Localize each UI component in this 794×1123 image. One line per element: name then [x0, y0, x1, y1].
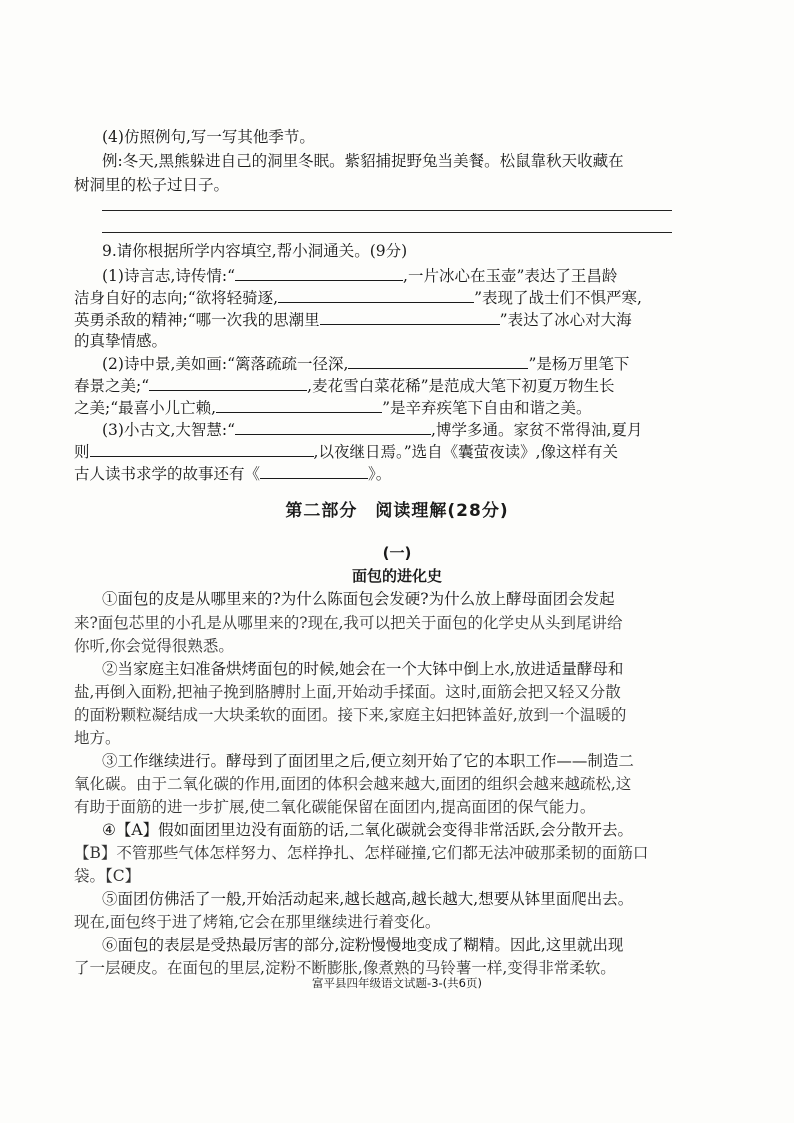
article-p4-line1: ④【A】假如面团里边没有面筋的话,二氧化碳就会变得非常活跃,会分散开去。 [102, 821, 633, 839]
q9-1-line1 [102, 264, 617, 287]
article-p3-line1: ③工作继续进行。酵母到了面团里之后,便立刻开始了它的本职工作——制造二 [102, 752, 634, 770]
article-p4-line2: 【B】不管那些气体怎样努力、怎样挣扎、怎样碰撞,它们都无法冲破那柔韧的面筋口 [74, 844, 649, 862]
blank-5[interactable] [149, 374, 307, 391]
answer-line-1[interactable] [102, 210, 672, 211]
article-p2-line4: 地方。 [74, 729, 121, 747]
q9-1-text-e: 英勇杀敌的精神;“哪一次我的思潮里 [74, 311, 320, 329]
q9-3-text-a: (3)小古文,大智慧:“ [102, 421, 236, 439]
q9-2-text-b: ”是杨万里笔下 [528, 355, 630, 373]
article-p4-line3: 袋。【C】 [74, 867, 141, 885]
q9-1-text-a: (1)诗言志,诗传情:“ [102, 267, 236, 285]
part-2-heading: 第二部分 阅读理解(28分) [285, 501, 509, 521]
q9-1-line4: 的真挚情感。 [74, 332, 168, 350]
q9-2-text-d: ,麦花雪白菜花稀”是范成大笔下初夏万物生长 [307, 377, 615, 395]
blank-9[interactable] [260, 462, 368, 479]
blank-4[interactable] [348, 352, 528, 369]
q9-2-line1 [102, 352, 629, 375]
page-footer: 富平县四年级语文试题-3-(共6页) [312, 976, 482, 990]
blank-2[interactable] [278, 286, 474, 303]
answer-line-2[interactable] [102, 232, 672, 233]
q9-1-line2 [74, 286, 642, 309]
q9-3-text-c: 则 [74, 443, 90, 461]
blank-3[interactable] [320, 308, 500, 325]
q9-3-line2 [74, 440, 618, 463]
article-p5-line1: ⑤面团仿佛活了一般,开始活动起来,越长越高,越长越大,想要从钵里面爬出去。 [102, 890, 634, 908]
q9-1-text-d: ”表现了战士们不惧严寒, [474, 289, 642, 307]
article-p2-line3: 的面粉颗粒凝结成一大块柔软的面团。接下来,家庭主妇把钵盖好,放到一个温暖的 [74, 706, 627, 724]
article-p5-line2: 现在,面包终于进了烤箱,它会在那里继续进行着变化。 [74, 913, 441, 931]
q9-2-text-f: ”是辛弃疾笔下自由和谐之美。 [382, 399, 592, 417]
article-p3-line3: 有助于面筋的进一步扩展,使二氧化碳能保留在面团内,提高面团的保气能力。 [74, 798, 596, 816]
q9-title: 9.请你根据所学内容填空,帮小洞通关。(9分) [102, 242, 408, 260]
blank-8[interactable] [90, 440, 314, 457]
article-title: 面包的进化史 [351, 567, 442, 585]
q9-3-text-b: ,博学多通。家贫不常得油,夏月 [431, 421, 643, 439]
article-p3-line2: 氧化碳。由于二氧化碳的作用,面团的体积会越来越大,面团的组织会越来越疏松,这 [74, 775, 632, 793]
q9-2-text-a: (2)诗中景,美如画:“篱落疏疏一径深, [102, 355, 349, 373]
article-p1-line1: ①面包的皮是从哪里来的?为什么陈面包会发硬?为什么放上酵母面团会发起 [102, 590, 615, 608]
blank-1[interactable] [235, 264, 403, 281]
blank-6[interactable] [216, 396, 382, 413]
q9-1-text-f: ”表达了冰心对大海 [499, 311, 632, 329]
q8-4-example-line2: 树洞里的松子过日子。 [74, 176, 230, 194]
q9-3-text-e: 古人读书求学的故事还有《 [74, 465, 261, 483]
q9-2-line3 [74, 396, 592, 419]
article-p6-line1: ⑥面包的表层是受热最厉害的部分,淀粉慢慢地变成了糊精。因此,这里就出现 [102, 936, 624, 954]
article-p2-line1: ②当家庭主妇准备烘烤面包的时候,她会在一个大钵中倒上水,放进适量酵母和 [102, 660, 624, 678]
section-number: (一) [382, 544, 412, 562]
q9-3-text-f: 》。 [368, 465, 392, 483]
q9-3-line1 [102, 418, 642, 441]
q9-3-line3 [74, 462, 391, 485]
q9-2-text-c: 春景之美;“ [74, 377, 150, 395]
article-p6-line2: 了一层硬皮。在面包的里层,淀粉不断膨胀,像煮熟的马铃薯一样,变得非常柔软。 [74, 959, 616, 977]
q8-4-example-line1: 例:冬天,黑熊躲进自己的洞里冬眠。紫貂捕捉野兔当美餐。松鼠靠秋天收藏在 [102, 152, 624, 170]
q8-4-prompt: (4)仿照例句,写一写其他季节。 [102, 128, 315, 146]
q9-2-line2 [74, 374, 615, 397]
q9-1-text-c: 洁身自好的志向;“欲将轻骑逐, [74, 289, 279, 307]
q9-1-text-b: ,一片冰心在玉壶”表达了王昌龄 [403, 267, 618, 285]
article-p1-line2: 来?面包芯里的小孔是从哪里来的?现在,我可以把关于面包的化学史从头到尾讲给 [74, 614, 623, 632]
article-p1-line3: 你听,你会觉得很熟悉。 [74, 637, 234, 655]
blank-7[interactable] [235, 418, 431, 435]
q9-2-text-e: 之美;“最喜小儿亡赖, [74, 399, 217, 417]
q9-3-text-d: ,以夜继日焉。”选自《囊萤夜读》,像这样有关 [313, 443, 619, 461]
article-p2-line2: 盐,再倒入面粉,把袖子挽到胳膊肘上面,开始动手揉面。这时,面筋会把又轻又分散 [74, 683, 621, 701]
q9-1-line3 [74, 308, 632, 331]
